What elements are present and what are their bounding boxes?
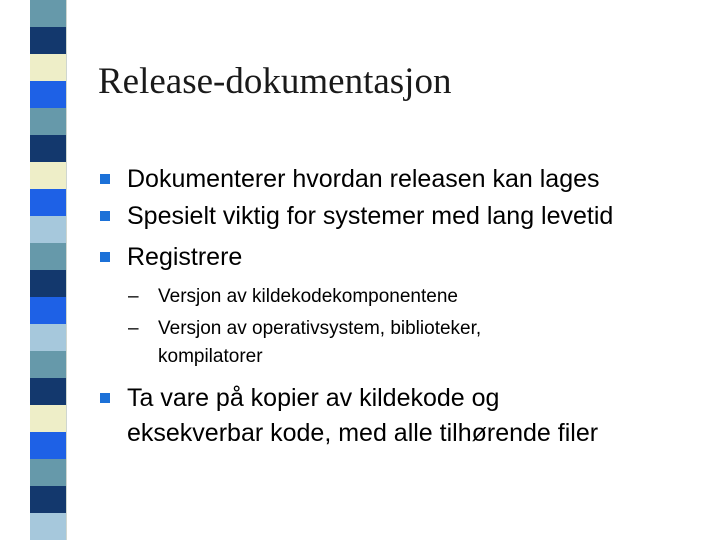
strip-block bbox=[30, 486, 66, 513]
decorative-strip bbox=[30, 0, 66, 540]
bullet-item-text-line-1: Ta vare på kopier av kildekode og bbox=[127, 384, 500, 412]
strip-block bbox=[30, 351, 66, 378]
strip-block bbox=[30, 108, 66, 135]
strip-block bbox=[30, 378, 66, 405]
square-bullet-icon bbox=[100, 211, 110, 221]
bullet-item-text: Registrere bbox=[127, 243, 243, 271]
strip-block bbox=[30, 459, 66, 486]
square-bullet-icon bbox=[100, 393, 110, 403]
strip-block bbox=[30, 189, 66, 216]
strip-block bbox=[30, 81, 66, 108]
bullet-item-text: Dokumenterer hvordan releasen kan lages bbox=[127, 165, 600, 193]
decorative-strip-edge bbox=[66, 0, 67, 540]
strip-block bbox=[30, 54, 66, 81]
square-bullet-icon bbox=[100, 252, 110, 262]
subbullet-text-line-1: Versjon av operativsystem, biblioteker, bbox=[158, 318, 482, 339]
strip-block bbox=[30, 243, 66, 270]
strip-block bbox=[30, 162, 66, 189]
bullet-item-text: Spesielt viktig for systemer med lang levetid bbox=[127, 202, 614, 230]
strip-block bbox=[30, 324, 66, 351]
subbullet-text-line-2: kompilatorer bbox=[158, 346, 263, 367]
strip-block bbox=[30, 0, 66, 27]
strip-block bbox=[30, 270, 66, 297]
strip-block bbox=[30, 405, 66, 432]
strip-block bbox=[30, 432, 66, 459]
strip-block bbox=[30, 27, 66, 54]
square-bullet-icon bbox=[100, 174, 110, 184]
slide-title: Release-dokumentasjon bbox=[98, 61, 452, 102]
strip-block bbox=[30, 513, 66, 540]
strip-block bbox=[30, 297, 66, 324]
subbullet-text: Versjon av kildekodekomponentene bbox=[158, 286, 458, 307]
dash-bullet: – bbox=[128, 318, 139, 339]
dash-bullet: – bbox=[128, 286, 139, 307]
strip-block bbox=[30, 135, 66, 162]
bullet-item-text-line-2: eksekverbar kode, med alle tilhørende filer bbox=[127, 419, 599, 447]
strip-block bbox=[30, 216, 66, 243]
